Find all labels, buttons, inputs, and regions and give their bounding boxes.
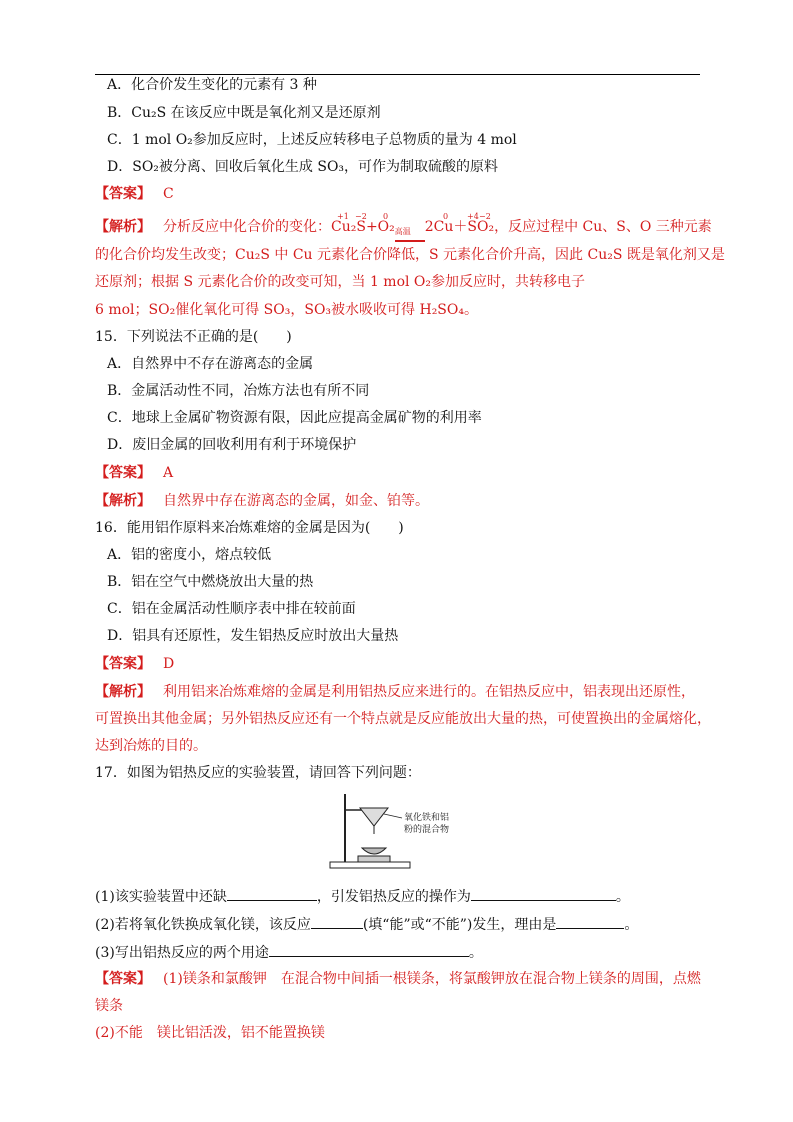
q17-sub3-text-c: 。 [468,945,483,961]
figure-label-line-2: 粉的混合物 [404,825,450,835]
analysis-intro: 分析反应中化合价的变化： [163,219,331,235]
q15-analysis-text: 自然界中存在游离态的金属，如金、铂等。 [163,493,429,509]
q14-answer-value: C [163,186,174,202]
q15-analysis [95,492,429,510]
q16-analysis-line-1 [95,683,695,701]
ox-state-s-product: +4 [467,212,479,221]
q16-analysis-text: 利用铝来冶炼难熔的金属是利用铝热反应来进行的。在铝热反应中，铝表现出还原性， [163,684,695,700]
q17-sub1-text-c: 。 [615,889,630,905]
q17-sub3-text-a: (3)写出铝热反应的两个用途 [95,945,269,961]
q17-sub-2 [95,914,638,934]
q17-answer-line-2: 镁条 [95,998,123,1014]
analysis-rest: ，反应过程中 Cu、S、O 三种元素 [494,219,712,235]
reaction-equation [331,212,495,236]
ox-state-o-product: −2 [479,212,491,221]
eq-cu2s: Cu₂S [331,219,366,235]
header-rule [95,74,700,75]
stand-base [330,862,410,868]
eq-o2: O₂ [377,219,395,235]
answer-tag: 【答案】 [95,971,151,987]
q15-option-b: B．金属活动性不同，冶炼方法也有所不同 [107,383,370,399]
q15-option-d: D．废旧金属的回收利用有利于环境保护 [107,437,357,453]
ox-state-cu: +1 [337,212,349,221]
eq-condition: 高温 [394,227,411,236]
q16-answer [95,655,174,673]
analysis-tag: 【解析】 [95,684,151,700]
q17-blank-3[interactable] [311,914,363,929]
q15-stem: 15．下列说法不正确的是( ) [95,329,292,345]
sand-tray [358,856,390,862]
analysis-tag: 【解析】 [95,219,151,235]
q16-analysis-line-2: 可置换出其他金属；另外铝热反应还有一个特点就是反应能放出大量的热，可使置换出的金属熔化， [95,711,711,727]
q17-sub1-text-a: (1)该实验装置中还缺 [95,889,227,905]
q17-answer-line-3: (2)不能 镁比铝活泼，铝不能置换镁 [95,1025,325,1041]
answer-tag: 【答案】 [95,186,151,202]
q16-option-c: C．铝在金属活动性顺序表中排在较前面 [107,601,356,617]
q17-sub2-text-c: 。 [624,917,639,933]
q14-option-b: B．Cu₂S 在该反应中既是氧化剂又是还原剂 [107,105,381,121]
q14-analysis-line-3: 还原剂；根据 S 元素化合价的改变可知，当 1 mol O₂参加反应时，共转移电子 [95,274,586,290]
q17-blank-4[interactable] [556,914,624,929]
q17-stem: 17．如图为铝热反应的实验装置，请回答下列问题： [95,765,421,781]
q17-sub-3 [95,942,483,962]
q14-analysis-line-1 [95,212,712,236]
paper-funnel [360,808,388,826]
thermite-apparatus-figure [320,790,470,870]
q16-option-d: D．铝具有还原性，发生铝热反应时放出大量热 [107,628,399,644]
q17-sub2-text-a: (2)若将氧化铁换成氧化镁，该反应 [95,917,311,933]
q16-stem: 16．能用铝作原料来冶炼难熔的金属是因为( ) [95,520,404,536]
q17-blank-5[interactable] [269,942,469,957]
q17-answer-text-1: (1)镁条和氯酸钾 在混合物中间插一根镁条，将氯酸钾放在混合物上镁条的周围，点燃 [163,971,701,987]
q14-option-a: A．化合价发生变化的元素有 3 种 [107,77,317,93]
q16-option-a: A．铝的密度小，熔点较低 [107,547,272,563]
q17-answer-line-1 [95,970,701,988]
q17-sub-1 [95,886,630,906]
q17-sub1-text-b: ，引发铝热反应的操作为 [316,889,471,905]
ox-state-s: −2 [355,212,367,221]
answer-tag: 【答案】 [95,656,151,672]
eq-plus: + [365,219,378,235]
figure-label-line-1: 氧化铁和铝 [404,813,450,823]
eq-so2: O₂ [477,219,495,235]
analysis-tag: 【解析】 [95,493,151,509]
q14-analysis-line-2: 的化合价均发生改变；Cu₂S 中 Cu 元素化合价降低，S 元素化合价升高，因此 Cu₂S 既是氧化剂又是 [95,247,725,263]
q15-option-c: C．地球上金属矿物资源有限，因此应提高金属矿物的利用率 [107,410,482,426]
eq-products: 2Cu＋S [424,219,477,235]
q15-answer-value: A [163,465,174,481]
q15-answer [95,464,173,482]
evaporating-dish [362,848,386,854]
ox-state-o: 0 [383,212,389,221]
q16-option-b: B．铝在空气中燃烧放出大量的热 [107,574,314,590]
q14-analysis-line-4: 6 mol；SO₂催化氧化可得 SO₃，SO₃被水吸收可得 H₂SO₄。 [95,302,478,318]
answer-tag: 【答案】 [95,465,151,481]
q16-answer-value: D [163,656,175,672]
q17-sub2-text-b: (填“能”或“不能”)发生，理由是 [362,917,557,933]
q17-blank-2[interactable] [471,886,616,901]
ox-state-cu-product: 0 [443,212,449,221]
q15-option-a: A．自然界中不存在游离态的金属 [107,356,314,372]
q16-analysis-line-3: 达到冶炼的目的。 [95,738,207,754]
q14-option-c: C．1 mol O₂参加反应时，上述反应转移电子总物质的量为 4 mol [107,132,517,148]
q17-blank-1[interactable] [227,886,317,901]
q14-option-d: D．SO₂被分离、回收后氧化生成 SO₃，可作为制取硫酸的原料 [107,159,499,175]
label-pointer [384,814,402,818]
q14-answer [95,185,174,203]
